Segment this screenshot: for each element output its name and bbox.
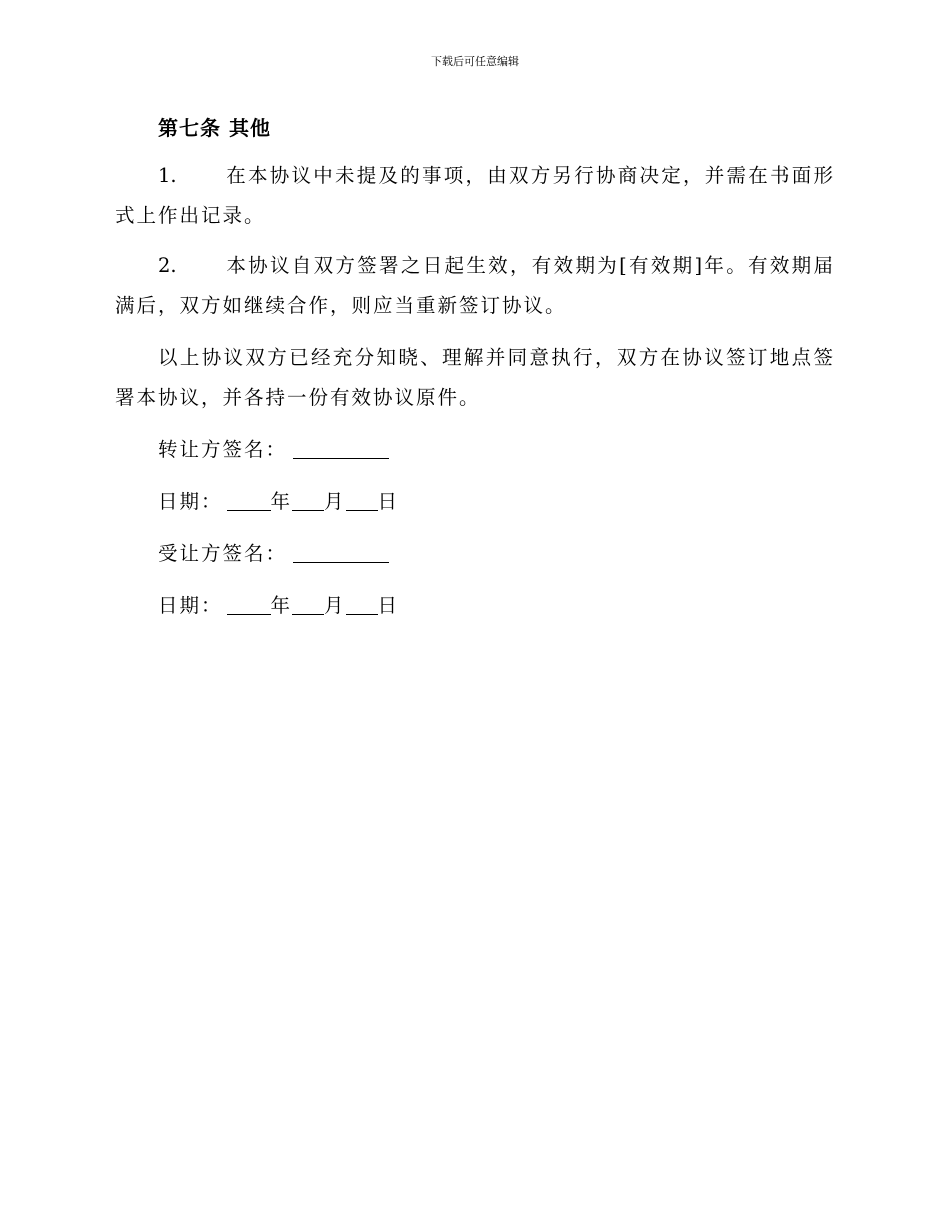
year-blank[interactable] bbox=[227, 490, 271, 511]
day-blank[interactable] bbox=[346, 490, 378, 511]
clause-2-text: 本协议自双方签署之日起生效，有效期为[有效期]年。有效期届满后，双方如继续合作，则应当重新签订协议。 bbox=[115, 254, 835, 317]
month-blank[interactable] bbox=[292, 594, 324, 615]
day-unit: 日 bbox=[377, 490, 400, 513]
clause-1-number: 1. bbox=[158, 164, 177, 187]
month-blank[interactable] bbox=[292, 490, 324, 511]
month-unit: 月 bbox=[324, 594, 346, 617]
year-unit: 年 bbox=[270, 490, 293, 513]
transferor-date-line bbox=[115, 482, 835, 522]
section-title: 第七条 其他 bbox=[158, 116, 271, 140]
signature-block bbox=[115, 430, 835, 626]
year-blank[interactable] bbox=[227, 594, 271, 615]
transferee-signature-label: 受让方签名： bbox=[158, 542, 288, 565]
transferor-signature-blank[interactable] bbox=[293, 438, 389, 459]
day-blank[interactable] bbox=[346, 594, 378, 615]
document-body bbox=[115, 110, 835, 626]
clause-2 bbox=[115, 246, 835, 326]
year-unit: 年 bbox=[270, 594, 293, 617]
clause-2-number: 2. bbox=[158, 254, 177, 277]
transferor-signature-label: 转让方签名： bbox=[158, 438, 288, 461]
month-unit: 月 bbox=[324, 490, 346, 513]
transferee-date-line bbox=[115, 586, 835, 626]
clause-1 bbox=[115, 156, 835, 236]
transferor-signature-line bbox=[115, 430, 835, 470]
transferee-signature-line bbox=[115, 534, 835, 574]
date-label: 日期： bbox=[158, 594, 223, 617]
page-header-note: 下载后可任意编辑 bbox=[431, 55, 519, 68]
clause-1-text: 在本协议中未提及的事项，由双方另行协商决定，并需在书面形式上作出记录。 bbox=[115, 164, 835, 227]
transferee-signature-blank[interactable] bbox=[293, 542, 389, 563]
closing-statement: 以上协议双方已经充分知晓、理解并同意执行，双方在协议签订地点签署本协议，并各持一份有效协议原件。 bbox=[115, 346, 835, 409]
date-label: 日期： bbox=[158, 490, 223, 513]
day-unit: 日 bbox=[377, 594, 400, 617]
